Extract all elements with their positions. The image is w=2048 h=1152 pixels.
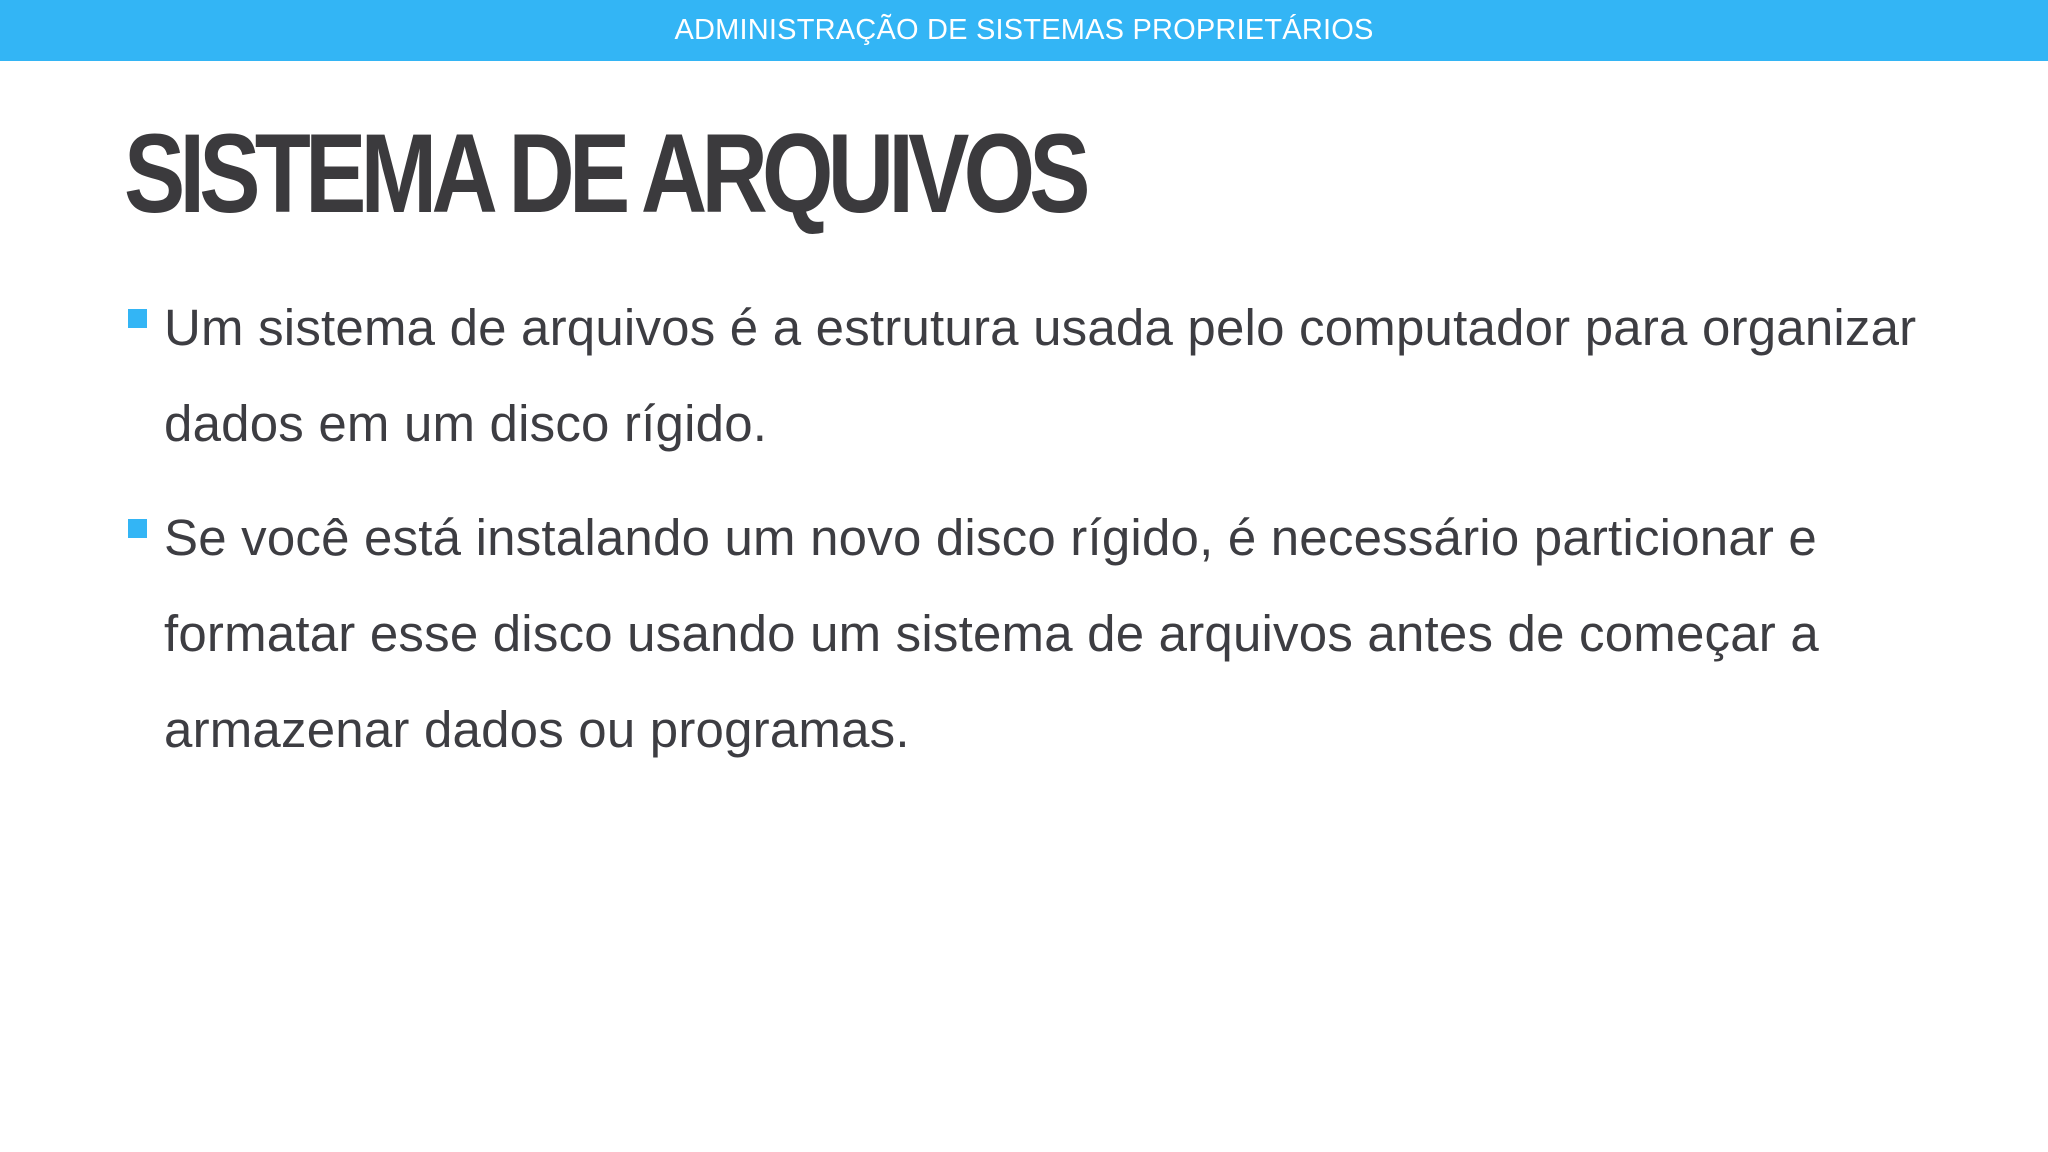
square-bullet-icon [128,309,147,328]
bullet-text: Um sistema de arquivos é a estrutura usada pelo computador para organizar dados em um disco rígido. [164,299,1917,452]
bullet-list [128,280,1928,796]
bullet-item-file-system-definition [128,280,1928,472]
bullet-text: Se você está instalando um novo disco rígido, é necessário particionar e formatar esse disco usando um sistema de arquivos antes de começar a armazenar dados ou programas. [164,509,1819,758]
square-bullet-icon [128,519,147,538]
slide-title: SISTEMA DE ARQUIVOS [124,111,1085,236]
course-header-bar [0,0,2048,61]
course-title: ADMINISTRAÇÃO DE SISTEMAS PROPRIETÁRIOS [674,14,1374,46]
bullet-item-disk-formatting [128,490,1928,778]
